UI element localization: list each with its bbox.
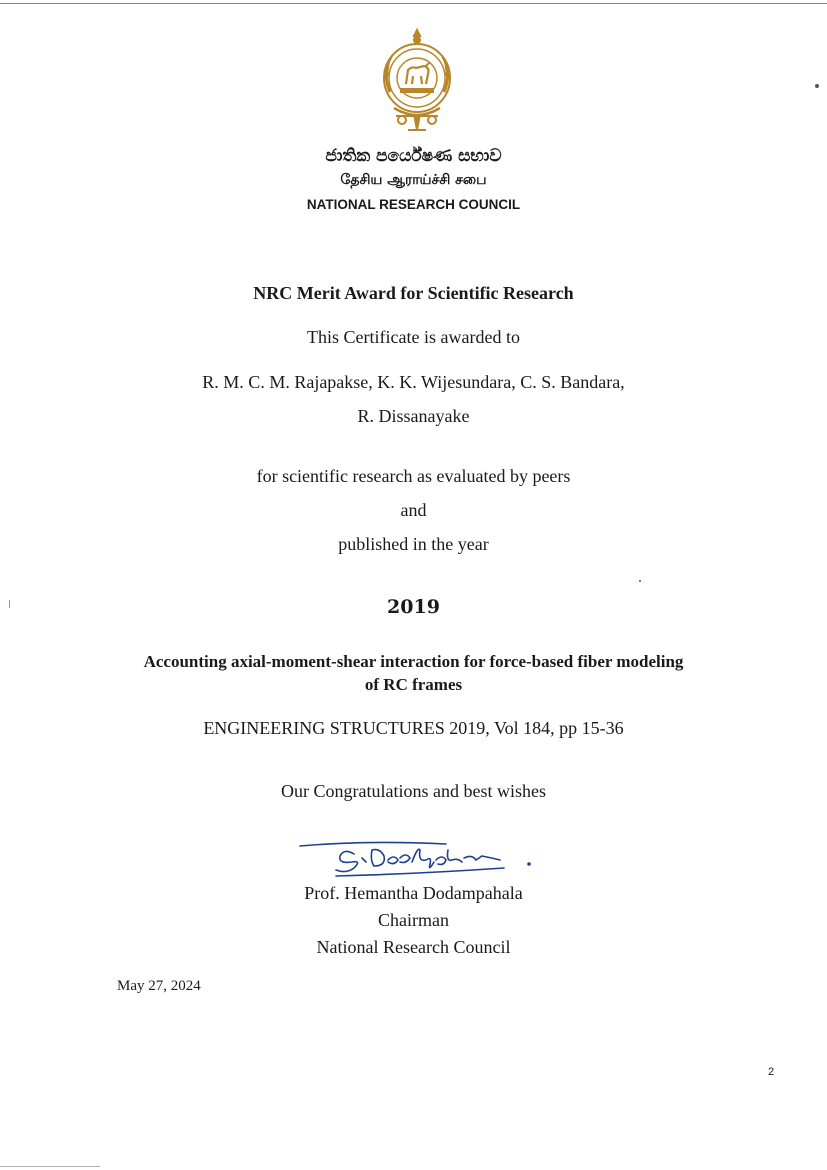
award-title: NRC Merit Award for Scientific Research [253,283,574,303]
paper-title-line-2: of RC frames [364,675,463,694]
scan-bottom-edge [0,1166,100,1167]
page-number: 2 [768,1066,775,1078]
recipients-line-1: R. M. C. M. Rajapakse, K. K. Wijesundara, C. S. Bandara, [202,372,625,392]
handwritten-signature [296,836,540,884]
awarded-to-text: This Certificate is awarded to [307,327,520,347]
journal-citation: ENGINEERING STRUCTURES 2019, Vol 184, pp 15-36 [203,718,624,738]
signatory-name: Prof. Hemantha Dodampahala [304,883,523,903]
org-name-tamil: தேசிய ஆராய்ச்சி சபை [340,172,487,188]
paper-title [0,650,827,696]
sri-lanka-emblem-icon [378,26,456,136]
org-name-sinhala: ජාතික පර්යේෂණ සභාව [325,146,502,166]
scan-speck [815,84,819,88]
reason-line-1: for scientific research as evaluated by peers [256,466,571,486]
award-year: 2019 [387,596,440,618]
org-name-english: NATIONAL RESEARCH COUNCIL [306,197,521,212]
reason-line-3: published in the year [338,534,489,554]
signatory-organization: National Research Council [316,937,511,957]
issue-date: May 27, 2024 [117,978,201,994]
scan-speck [639,580,641,582]
congratulations-text: Our Congratulations and best wishes [281,781,546,801]
scan-speck [9,600,10,608]
signatory-block [0,880,827,961]
reason-line-2: and [400,500,427,520]
signatory-title: Chairman [378,910,449,930]
recipients-line-2: R. Dissanayake [357,406,470,426]
scan-top-edge [0,3,827,4]
paper-title-line-1: Accounting axial-moment-shear interaction for force-based fiber modeling [143,652,684,671]
